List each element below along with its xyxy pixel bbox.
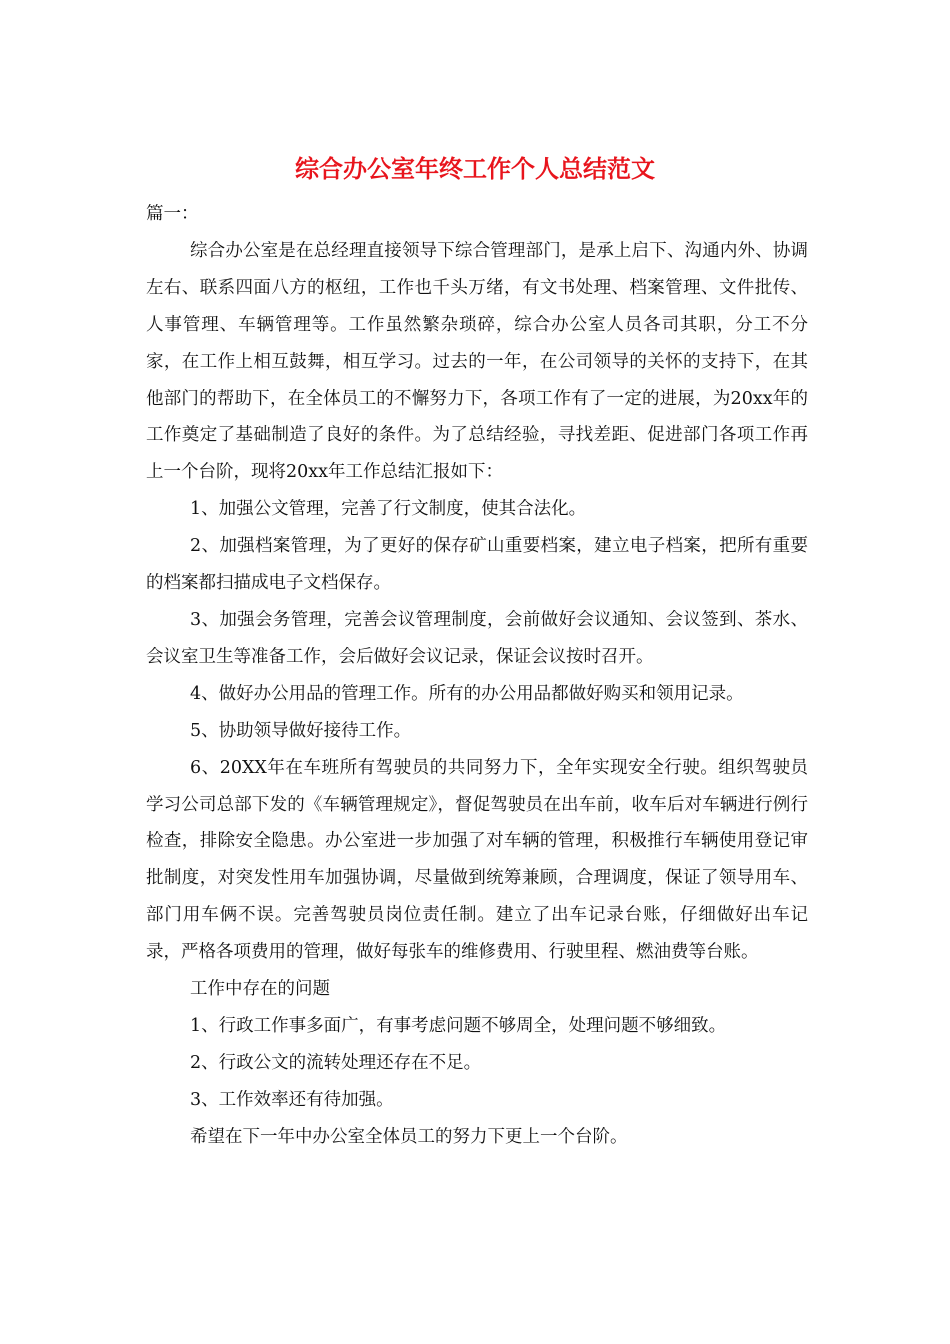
paragraph-item-5: 5、协助领导做好接待工作。	[190, 720, 412, 741]
paragraph-item-2: 2、加强档案管理，为了更好的保存矿山重要档案，建立电子档案，把所有重要的档案都扫描成电子文档保存。	[146, 536, 808, 594]
problems-heading: 工作中存在的问题	[190, 979, 330, 1000]
section-label: 篇一：	[146, 204, 199, 224]
closing-paragraph: 希望在下一年中办公室全体员工的努力下更上一个台阶。	[190, 1126, 628, 1147]
paragraph-item-1: 1、加强公文管理，完善了行文制度，使其合法化。	[190, 499, 587, 520]
paragraph-intro: 综合办公室是在总经理直接领导下综合管理部门，是承上启下、沟通内外、协调左右、联系四面八方的枢纽，工作也千头万绪，有文书处理、档案管理、文件批传、人事管理、车辆管理等。工作虽然繁杂琐碎，综合办公室人员各司其职，分工不分家，在工作上相互鼓舞，相互学习。过去的一年，在公司领导的关怀的支持下，在其他部门的帮助下，在全体员工的不懈努力下，各项工作有了一定的进展，为20xx年的工作奠定了基础制造了良好的条件。为了总结经验，寻找差距、促进部门各项工作再上一个台阶，现将20xx年工作总结汇报如下：	[146, 240, 808, 483]
document-title: 综合办公室年终工作个人总结范文	[295, 154, 655, 183]
paragraph-item-3: 3、加强会务管理，完善会议管理制度，会前做好会议通知、会议签到、茶水、会议室卫生等准备工作，会后做好会议记录，保证会议按时召开。	[146, 609, 808, 667]
problem-item-3: 3、工作效率还有待加强。	[190, 1089, 394, 1110]
problem-item-2: 2、行政公文的流转处理还存在不足。	[190, 1052, 482, 1073]
paragraph-item-4: 4、做好办公用品的管理工作。所有的办公用品都做好购买和领用记录。	[190, 683, 744, 704]
problem-item-1: 1、行政工作事多面广，有事考虑问题不够周全，处理问题不够细致。	[190, 1015, 727, 1036]
document-body	[146, 196, 808, 1156]
paragraph-item-6: 6、20XX年在车班所有驾驶员的共同努力下，全年实现安全行驶。组织驾驶员学习公司总部下发的《车辆管理规定》，督促驾驶员在出车前，收车后对车辆进行例行检查，排除安全隐患。办公室进一步加强了对车辆的管理，积极推行车辆使用登记审批制度，对突发性用车加强协调，尽量做到统筹兼顾，合理调度，保证了领导用车、部门用车俩不误。完善驾驶员岗位责任制。建立了出车记录台账，仔细做好出车记录，严格各项费用的管理，做好每张车的维修费用、行驶里程、燃油费等台账。	[146, 757, 808, 963]
